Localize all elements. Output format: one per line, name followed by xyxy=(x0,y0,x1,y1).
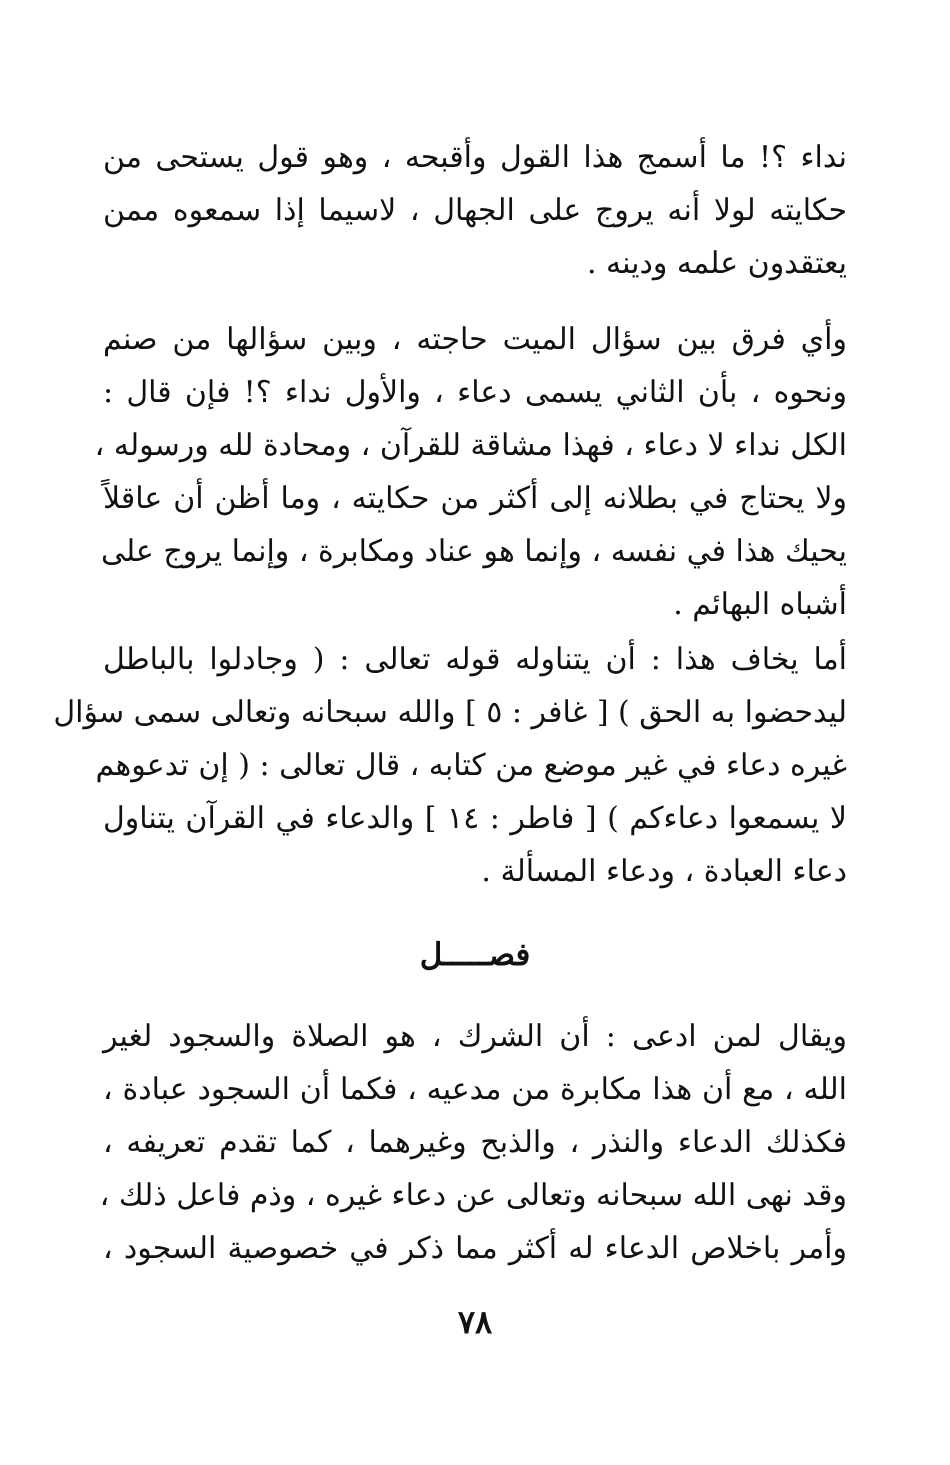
text-line: ويقال لمن ادعى : أن الشرك ، هو الصلاة والسجود لغير xyxy=(103,1019,847,1054)
section-heading-text: فصـــــل xyxy=(419,937,531,973)
text-line: نداء ؟! ما أسمج هذا القول وأقبحه ، وهو قول يستحى من xyxy=(103,140,847,175)
paragraph-3 xyxy=(53,633,847,898)
paragraph-1 xyxy=(103,131,847,290)
page-number: ٧٨ xyxy=(457,1303,493,1341)
text-line: دعاء العبادة ، ودعاء المسألة . xyxy=(481,854,847,889)
section-heading xyxy=(0,930,950,980)
text-line: يحيك هذا في نفسه ، وإنما هو عناد ومكابرة ، وإنما يروج على xyxy=(100,534,847,569)
text-line: وقد نهى الله سبحانه وتعالى عن دعاء غيره ، وذم فاعل ذلك ، xyxy=(99,1178,847,1213)
text-line: يعتقدون علمه ودينه . xyxy=(586,246,847,281)
paragraph-4 xyxy=(99,1010,847,1275)
text-line: وأي فرق بين سؤال الميت حاجته ، وبين سؤالها من صنم xyxy=(103,322,847,357)
text-line: ونحوه ، بأن الثاني يسمى دعاء ، والأول نداء ؟! فإن قال : xyxy=(103,375,847,410)
text-line: الكل نداء لا دعاء ، فهذا مشاقة للقرآن ، ومحادة لله ورسوله ، xyxy=(94,428,847,463)
text-line: فكذلك الدعاء والنذر ، والذبح وغيرهما ، كما تقدم تعريفه ، xyxy=(103,1125,847,1160)
text-line: ليدحضوا به الحق ) [ غافر : ٥ ] والله سبحانه وتعالى سمى سؤال xyxy=(53,695,847,730)
text-line: غيره دعاء في غير موضع من كتابه ، قال تعالى : ( إن تدعوهم xyxy=(95,748,847,783)
text-line: وأمر باخلاص الدعاء له أكثر مما ذكر في خصوصية السجود ، xyxy=(103,1231,847,1266)
text-line: لا يسمعوا دعاءكم ) [ فاطر : ١٤ ] والدعاء في القرآن يتناول xyxy=(103,801,847,836)
text-line: ولا يحتاج في بطلانه إلى أكثر من حكايته ، وما أظن أن عاقلاً xyxy=(103,481,847,516)
text-line: الله ، مع أن هذا مكابرة من مدعيه ، فكما أن السجود عبادة ، xyxy=(103,1072,847,1107)
text-line: حكايته لولا أنه يروج على الجهال ، لاسيما إذا سمعوه ممن xyxy=(103,193,847,228)
paragraph-2 xyxy=(94,313,847,631)
text-line: أما يخاف هذا : أن يتناوله قوله تعالى : ( وجادلوا بالباطل xyxy=(103,642,847,677)
text-line: أشباه البهائم . xyxy=(673,587,847,622)
